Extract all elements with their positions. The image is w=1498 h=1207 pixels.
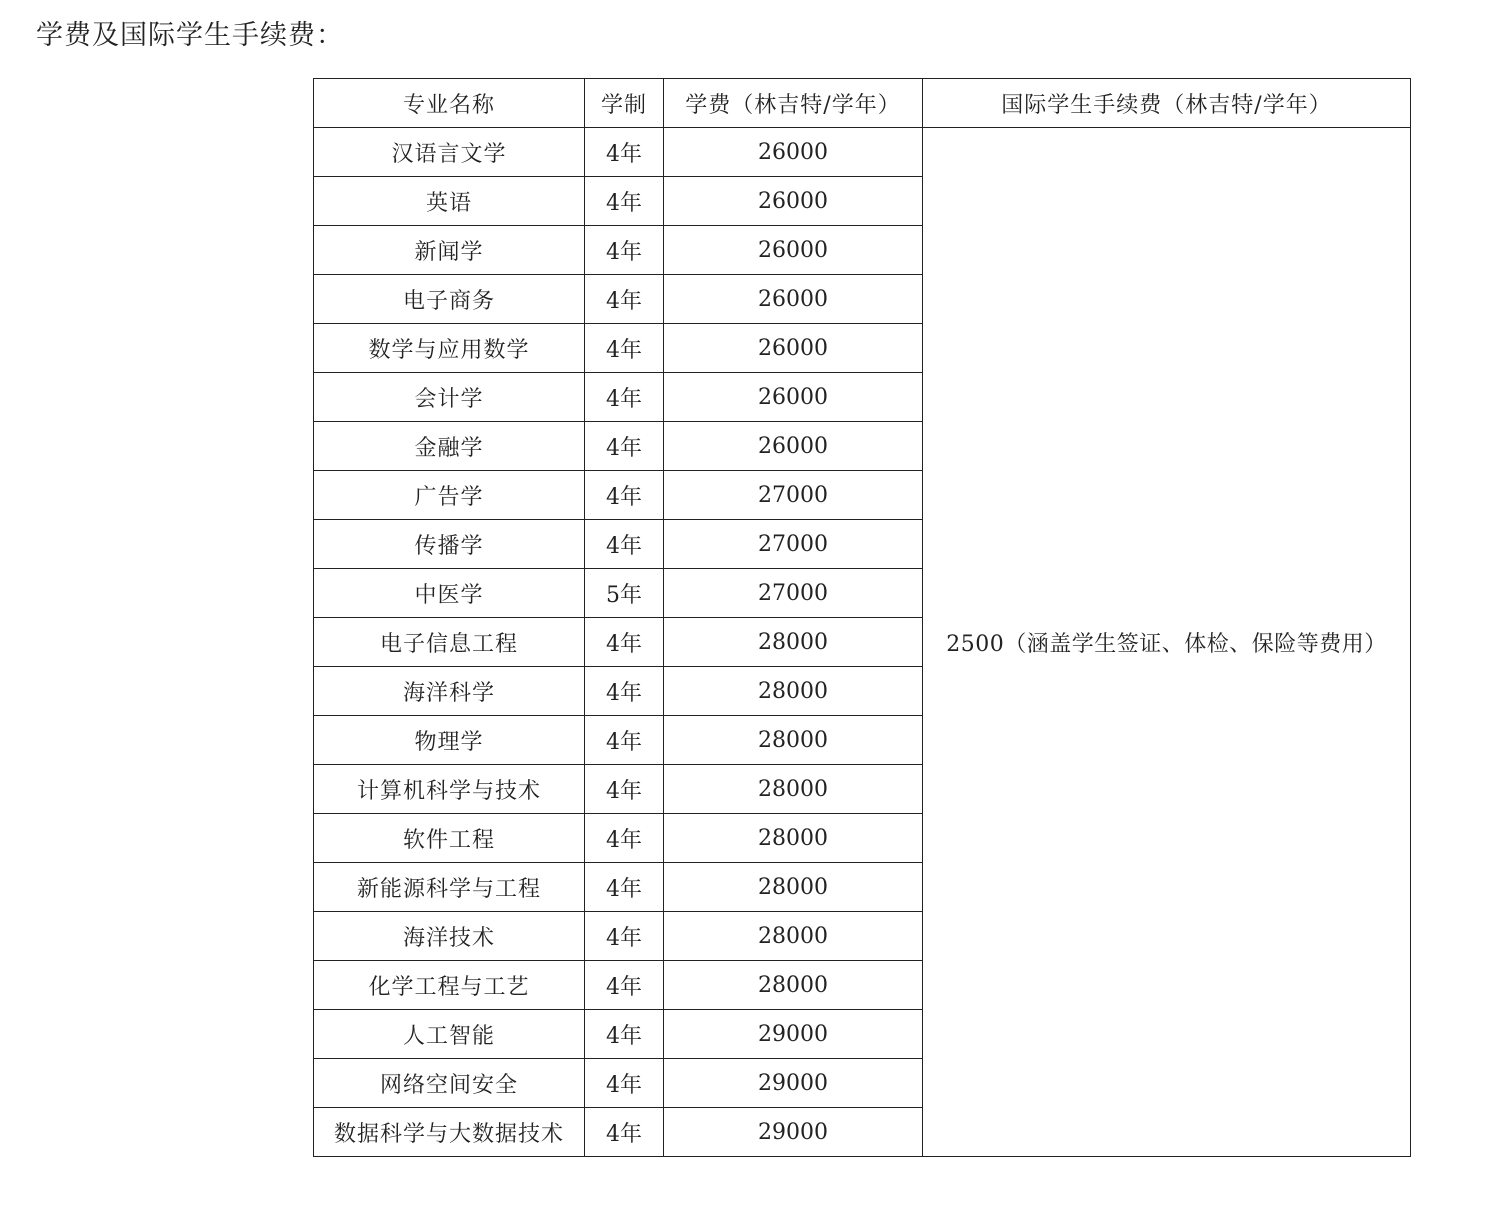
major-cell: 计算机科学与技术	[314, 765, 585, 814]
years-cell: 4年	[585, 961, 664, 1010]
tuition-cell: 26000	[664, 324, 923, 373]
major-cell: 广告学	[314, 471, 585, 520]
years-cell: 4年	[585, 471, 664, 520]
major-cell: 新能源科学与工程	[314, 863, 585, 912]
years-cell: 4年	[585, 520, 664, 569]
years-cell: 4年	[585, 275, 664, 324]
years-cell: 4年	[585, 667, 664, 716]
major-cell: 电子商务	[314, 275, 585, 324]
major-cell: 人工智能	[314, 1010, 585, 1059]
tuition-cell: 28000	[664, 863, 923, 912]
major-cell: 软件工程	[314, 814, 585, 863]
tuition-cell: 26000	[664, 422, 923, 471]
years-cell: 4年	[585, 422, 664, 471]
tuition-cell: 26000	[664, 128, 923, 177]
tuition-cell: 29000	[664, 1108, 923, 1157]
major-cell: 电子信息工程	[314, 618, 585, 667]
major-cell: 会计学	[314, 373, 585, 422]
header-tuition: 学费（林吉特/学年）	[664, 79, 923, 128]
years-cell: 4年	[585, 716, 664, 765]
years-cell: 4年	[585, 618, 664, 667]
major-cell: 海洋技术	[314, 912, 585, 961]
tuition-cell: 28000	[664, 618, 923, 667]
major-cell: 传播学	[314, 520, 585, 569]
years-cell: 4年	[585, 912, 664, 961]
page-heading: 学费及国际学生手续费：	[36, 20, 344, 51]
intl-fee-cell: 2500（涵盖学生签证、体检、保险等费用）	[923, 128, 1411, 1157]
years-cell: 4年	[585, 373, 664, 422]
tuition-cell: 29000	[664, 1010, 923, 1059]
tuition-cell: 28000	[664, 716, 923, 765]
major-cell: 新闻学	[314, 226, 585, 275]
major-cell: 化学工程与工艺	[314, 961, 585, 1010]
years-cell: 4年	[585, 863, 664, 912]
years-cell: 4年	[585, 814, 664, 863]
tuition-cell: 28000	[664, 765, 923, 814]
tuition-cell: 27000	[664, 520, 923, 569]
major-cell: 英语	[314, 177, 585, 226]
tuition-fee-table	[313, 78, 1411, 1157]
tuition-cell: 26000	[664, 177, 923, 226]
header-years: 学制	[585, 79, 664, 128]
major-cell: 海洋科学	[314, 667, 585, 716]
years-cell: 5年	[585, 569, 664, 618]
tuition-cell: 26000	[664, 275, 923, 324]
major-cell: 中医学	[314, 569, 585, 618]
tuition-cell: 28000	[664, 912, 923, 961]
years-cell: 4年	[585, 324, 664, 373]
years-cell: 4年	[585, 128, 664, 177]
tuition-cell: 28000	[664, 667, 923, 716]
major-cell: 物理学	[314, 716, 585, 765]
table-row	[314, 128, 1411, 177]
tuition-cell: 27000	[664, 569, 923, 618]
major-cell: 网络空间安全	[314, 1059, 585, 1108]
tuition-cell: 27000	[664, 471, 923, 520]
major-cell: 数学与应用数学	[314, 324, 585, 373]
major-cell: 数据科学与大数据技术	[314, 1108, 585, 1157]
header-intl-fee: 国际学生手续费（林吉特/学年）	[923, 79, 1411, 128]
major-cell: 金融学	[314, 422, 585, 471]
table-body	[314, 128, 1411, 1157]
years-cell: 4年	[585, 1010, 664, 1059]
tuition-cell: 28000	[664, 961, 923, 1010]
years-cell: 4年	[585, 177, 664, 226]
tuition-cell: 26000	[664, 226, 923, 275]
years-cell: 4年	[585, 1059, 664, 1108]
table-header-row	[314, 79, 1411, 128]
years-cell: 4年	[585, 765, 664, 814]
tuition-cell: 26000	[664, 373, 923, 422]
years-cell: 4年	[585, 226, 664, 275]
years-cell: 4年	[585, 1108, 664, 1157]
tuition-cell: 28000	[664, 814, 923, 863]
tuition-cell: 29000	[664, 1059, 923, 1108]
header-major: 专业名称	[314, 79, 585, 128]
major-cell: 汉语言文学	[314, 128, 585, 177]
